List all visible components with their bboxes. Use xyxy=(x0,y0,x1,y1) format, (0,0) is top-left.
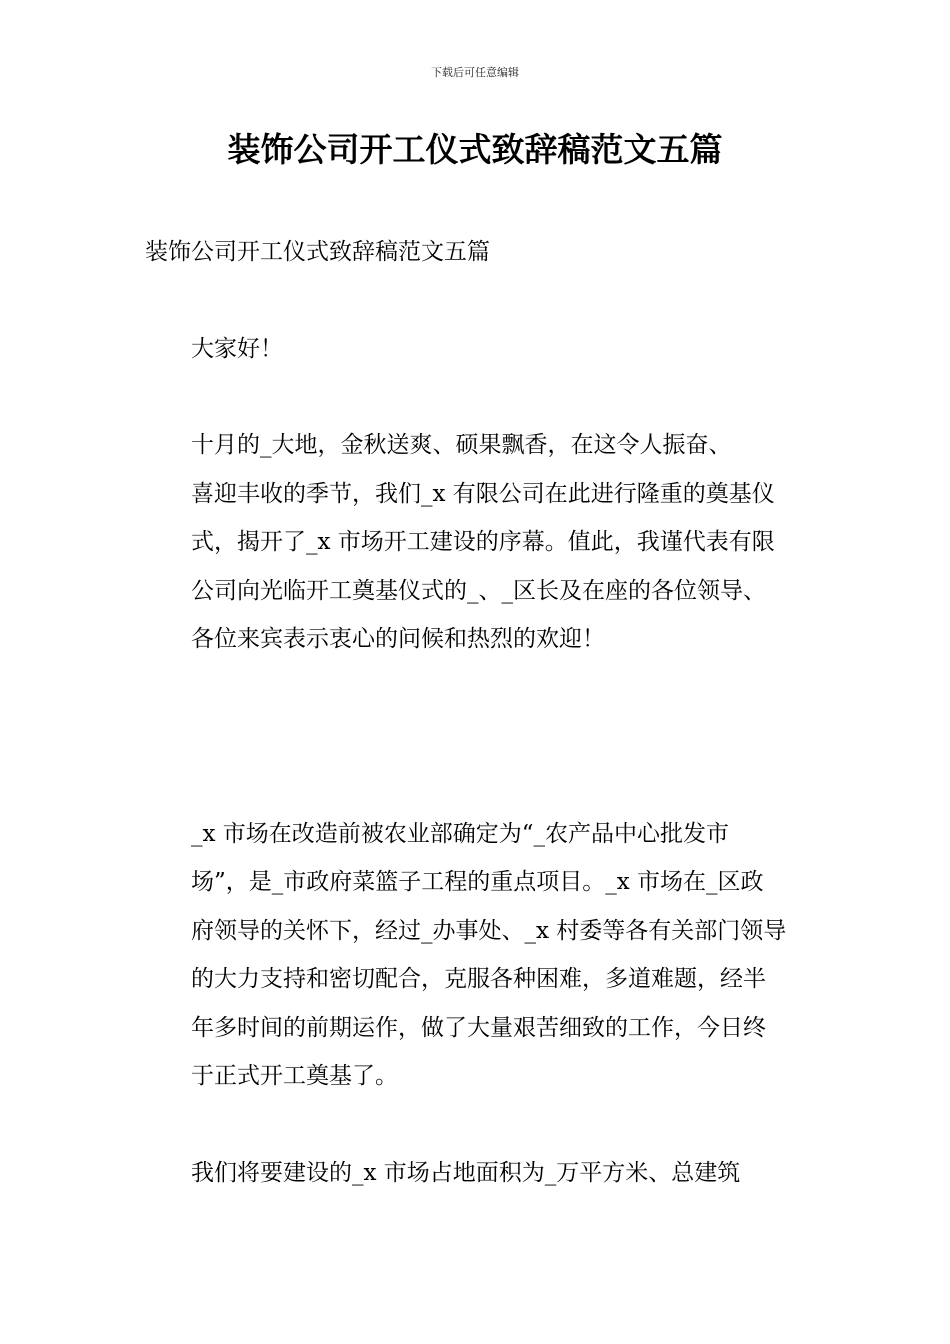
document-title: 装饰公司开工仪式致辞稿范文五篇 xyxy=(227,130,723,169)
document-body xyxy=(145,228,810,1197)
paragraph-1 xyxy=(145,421,810,664)
paragraph-line: 于正式开工奠基了。 xyxy=(191,1063,398,1089)
greeting: 大家好！ xyxy=(191,335,283,362)
paragraph-line: 十月的_大地，金秋送爽、硕果飘香，在这令人振奋、 xyxy=(191,432,732,458)
document-subtitle: 装饰公司开工仪式致辞稿范文五篇 xyxy=(145,239,490,265)
paragraph-line: 式，揭开了_x 市场开工建设的序幕。值此，我谨代表有限 xyxy=(191,529,775,555)
paragraph-line: 喜迎丰收的季节，我们_x 有限公司在此进行隆重的奠基仪 xyxy=(191,480,775,507)
paragraph-line: _x 市场在改造前被农业部确定为“_农产品中心批发市 xyxy=(191,820,730,847)
paragraph-line: 场”，是_市政府菜篮子工程的重点项目。_x 市场在_区政 xyxy=(191,869,764,895)
paragraph-line: 我们将要建设的_x 市场占地面积为_万平方米、总建筑 xyxy=(191,1159,741,1186)
paragraph-2 xyxy=(145,810,810,1101)
paragraph-line: 各位来宾表示衷心的问候和热烈的欢迎！ xyxy=(191,626,605,652)
paragraph-line: 公司向光临开工奠基仪式的_、_区长及在座的各位领导、 xyxy=(191,577,766,604)
paragraph-3 xyxy=(145,1149,810,1198)
paragraph-line: 府领导的关怀下，经过_办事处、_x 村委等各有关部门领导 xyxy=(191,917,787,944)
paragraph-line: 年多时间的前期运作，做了大量艰苦细致的工作，今日终 xyxy=(191,1014,766,1041)
header-note: 下载后可任意编辑 xyxy=(431,66,519,79)
paragraph-line: 的大力支持和密切配合，克服各种困难，多道难题，经半 xyxy=(191,966,766,992)
